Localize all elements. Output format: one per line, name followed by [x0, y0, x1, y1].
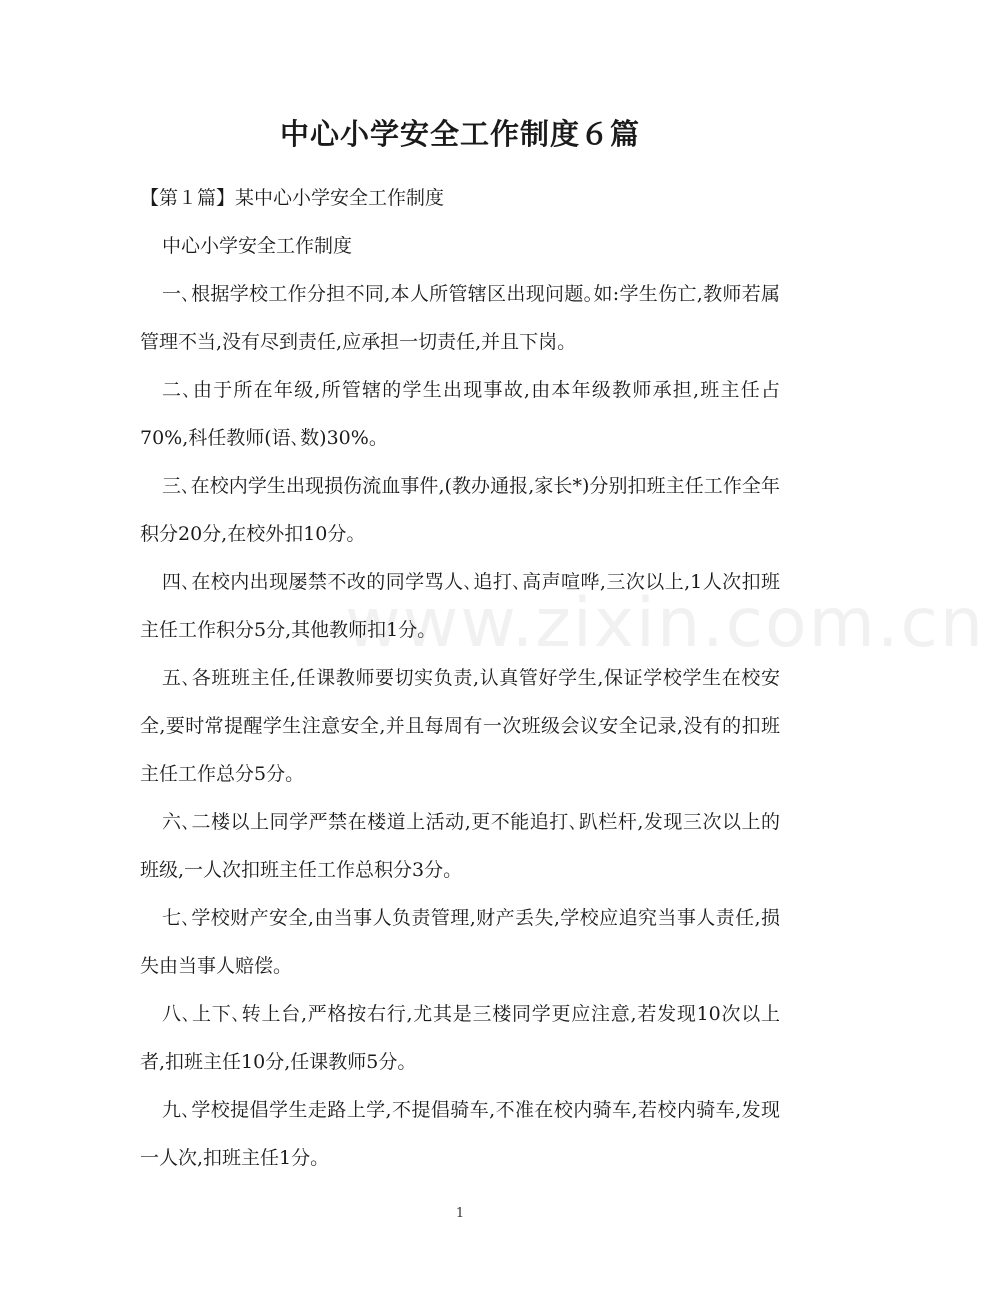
rule-paragraph-6: 六､二楼以上同学严禁在楼道上活动,更不能追打､趴栏杆,发现三次以上的班级,一人次扣班主任工作总积分3分｡ — [140, 811, 780, 881]
rule-paragraph-7: 七､学校财产安全,由当事人负责管理,财产丢失,学校应追究当事人责任,损失由当事人赔偿｡ — [140, 907, 780, 977]
rule-paragraph-9: 九､学校提倡学生走路上学,不提倡骑车,不准在校内骑车,若校内骑车,发现一人次,扣班主任1分｡ — [140, 1099, 780, 1169]
rule-paragraph-1: 一､根据学校工作分担不同,本人所管辖区出现问题｡如:学生伤亡,教师若属管理不当,没有尽到责任,应承担一切责任,并且下岗｡ — [140, 283, 780, 353]
rule-paragraph-2: 二､由于所在年级,所管辖的学生出现事故,由本年级教师承担,班主任占70%,科任教师(语､数)30%｡ — [140, 379, 780, 449]
document-title: 中心小学安全工作制度６篇 — [279, 117, 640, 151]
rule-paragraph-3: 三､在校内学生出现损伤流血事件,(教办通报,家长*)分别扣班主任工作全年积分20分,在校外扣10分｡ — [140, 475, 780, 545]
rule-paragraph-4: 四､在校内出现屡禁不改的同学骂人､追打､高声喧哗,三次以上,1人次扣班主任工作积分5分,其他教师扣1分｡ — [140, 571, 780, 641]
page-number: 1 — [455, 1206, 465, 1221]
document-body — [140, 174, 780, 1182]
watermark: www.zixin.com.cn — [345, 584, 985, 663]
section-heading: 【第１篇】某中心小学安全工作制度 — [140, 187, 445, 209]
section-subtitle: 中心小学安全工作制度 — [162, 235, 353, 257]
rule-paragraph-5: 五､各班班主任,任课教师要切实负责,认真管好学生,保证学校学生在校安全,要时常提醒学生注意安全,并且每周有一次班级会议安全记录,没有的扣班主任工作总分5分｡ — [140, 667, 780, 785]
rule-paragraph-8: 八､上下､转上台,严格按右行,尤其是三楼同学更应注意,若发现10次以上者,扣班主任10分,任课教师5分｡ — [140, 1003, 780, 1073]
